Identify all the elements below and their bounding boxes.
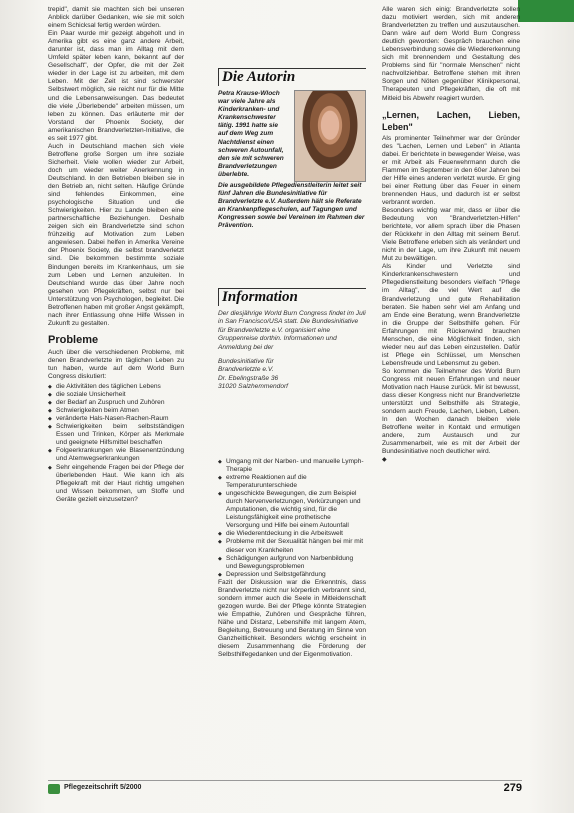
- column-1: [48, 6, 184, 504]
- section-color-tab: [518, 0, 574, 22]
- address-line: Dr. Ebelingstraße 36: [218, 374, 279, 382]
- information-box: [218, 288, 366, 392]
- list-item: ◆ Folgeerkrankungen wie Blasenentzündung und Atemwegserkrankungen: [48, 447, 184, 463]
- page-number: 279: [503, 782, 522, 794]
- list-item: ◆ Umgang mit der Narben- und manuelle Lymph-Therapie: [218, 458, 366, 474]
- list-item: ◆ extreme Reaktionen auf die Temperaturunterschiede: [218, 474, 366, 490]
- author-box: [218, 68, 366, 231]
- author-text-wide: Die ausgebildete Pflegedienstleiterin leitet seit fünf Jahren die Bundesinitiative für Brandverletzte e.V. Außerdem hält sie Referate an Krankenpflegeschulen, auf Tagungen und Kongressen sowie bei Vereinen im Rahmen der Prävention.: [218, 182, 365, 230]
- list-item: ◆ Schädigungen aufgrund von Narbenbildung und Bewegungsproblemen: [218, 555, 366, 571]
- address-line: Bundesinitiative für: [218, 358, 274, 366]
- col2-conclusion: Fazit der Diskussion war die Erkenntnis, dass Brandverletzte nicht nur körperlich verbrannt sind, sondern immer auch die Seele in Mitleidenschaft gezogen wurde. Bei der Pflege könnte Strategien wie Empathie, Zuhören und Gespräche führen, Nähe und Distanz, Lebenshilfe mit langem Atem, Begleitung, Betreuung und Beratung im Sinne von Ganzheitlichkeit. Besonders wichtig erscheint in diesem Zusammenhang die Förderung der Selbsthilfegedanken und der Eigenmotivation.: [218, 578, 366, 659]
- col3-paragraph-2: Als prominenter Teilnehmer war der Gründer des "Lachen, Lernen und Leben" in Atlanta dabei. Er berichtete in bewegender Weise, was er mit Arbeit als Feuerwehrmann durch die Flammen im September in den 60er Jahren bei der Hilfe eines anderen verletzt wurde. Er ging bei einer Rettung über das Feuer in einem brennenden Haus, und dadurch ist er selbst verbrannt worden.: [382, 134, 520, 206]
- author-text-narrow: Petra Krause-Wloch war viele Jahre als Kinderkranken- und Krankenschwester tätig. 1991 hatte sie auf dem Weg zum Nachtdienst einen schweren Autounfall, den sie mit schweren Brandverletzungen überlebte.: [218, 90, 284, 178]
- list-item: ◆ Sehr eingehende Fragen bei der Pflege der überlebenden Haut. Wie kann ich als Pflegekraft mit der Haut richtig umgehen und Wissen bekommen, um Stoffe und Geräte gezielt einzusetzen?: [48, 464, 184, 504]
- list-item: ◆ ungeschickte Bewegungen, die zum Beispiel durch Nervenverletzungen, Verkürzungen und Amputationen, die wichtig sind, für die Leistungsfähigkeit eine prothetische Versorgung und Hilfe bei einem Autounfall: [218, 490, 366, 530]
- journal-logo-icon: [48, 784, 60, 794]
- information-body: Der diesjährige World Burn Congress findet im Juli in San Francisco/USA statt. Die Bundesinitiative für Brandverletzte e.V. organisiert eine Gruppenreise dorthin. Informationen und Anmeldung bei der: [218, 310, 366, 351]
- information-text: [218, 310, 366, 392]
- address-line: 31020 Salzhemmendorf: [218, 383, 289, 391]
- col3-paragraph-1: Alle waren sich einig: Brandverletzte sollen dazu motiviert werden, sich mit anderen Brandverletzten zu treffen und auszutauschen. Dann wäre auf dem World Burn Congress deutlich geworden: Gespräch brauchen eine Lebensverbindung sowie die Wiedererkennung sich mit brennendem und Gestaltung des Problems sind für "normale Menschen" nicht nachvollziehbar. Betroffene stehen mit ihren Sorgen und Nöten gegenüber Klinikpersonal, Therapeuten und Pflegekräften, die oft mit Mitleid bis Abwehr reagiert wurden.: [382, 6, 520, 102]
- information-heading: Information: [218, 288, 366, 306]
- information-address: [218, 358, 366, 392]
- list-item: ◆ Schwierigkeiten beim selbstständigen Essen und Trinken, Körper als Merkmale und geeignete Hilfsmittel beschaffen: [48, 423, 184, 447]
- probleme-list: [48, 383, 184, 504]
- problem-list-continued: [218, 458, 366, 579]
- list-item: ◆ Probleme mit der Sexualität hängen bei mir mit dieser von Krankheiten: [218, 538, 366, 554]
- list-item: ◆ veränderte Hals-Nasen-Rachen-Raum: [48, 415, 184, 423]
- probleme-intro: Auch über die verschiedenen Probleme, mit denen Brandverletzte im täglichen Leben zu tun haben, wurde auf dem World Burn Congress diskutiert:: [48, 348, 184, 381]
- author-text: [218, 90, 366, 231]
- list-item: ◆ Depression und Selbstgefährdung: [218, 571, 366, 579]
- probleme-heading: Probleme: [48, 333, 99, 346]
- list-item: ◆ die soziale Unsicherheit: [48, 391, 184, 399]
- list-item: ◆ Schwierigkeiten beim Atmen: [48, 407, 184, 415]
- col3-paragraph-4: Als Kinder und Verletzte sind Kinderkrankenschwestern und Pflegedienstleitung besonders vielfach "Pflege im Alltag", die viel Wert auf die Brandverletzung und gute Rehabilitation beraten. Sie haben sehr viel am Anfang und am Ende eine Beratung, wenn Brandverletzte in die Gruppe der Selbsthilfe gehen. Für Erfahrungen mit Rückenwind brauchen Menschen, die eine Möglichkeit finden, sich wieder neu auf das Leben einzustellen. Dafür ist Pflege ein Schlüssel, um Menschen Lebensfreude und Lebensmut zu geben.: [382, 263, 520, 367]
- col1-intro: trepid", damit sie machten sich bei unseren Anblick darüber Gedanken, wie sie mit solch einem Schicksal fertig werden würden.: [48, 6, 184, 30]
- list-item: ◆ die Wiederentdeckung in die Arbeitswelt: [218, 530, 366, 538]
- list-item: ◆ der Bedarf an Zuspruch und Zuhören: [48, 399, 184, 407]
- column-3: [382, 6, 520, 464]
- col1-paragraph-2: Ein Paar wurde mir gezeigt abgeholt und in Amerika gibt es eine ganz andere Arbeit, darunter ist, dass man im Alltag mit dem Umfeld später leben kann, bekannt auf der Gesellschaft", der Opfer, die mit der Zeit wieder in der Lage ist zu arbeiten, mit dem Leben. Mit der Zeit ist sind schwerster Selbstwert möglich, sie reicht nur für die Mitte und die Lebensanweisungen. Das bedeutet die viele „Überlebende" arbeiten müssen, um leben zu können. Das erläuterte mir der Vorstand der Phoenix Society, der amerikanischen Brandverletzten-Initiative, die es seit 1977 gibt.: [48, 30, 184, 142]
- col3-paragraph-5: So kommen die Teilnehmer des World Burn Congress mit neuen Erfahrungen und neuer Motivation nach Hause zurück. Mir ist bewusst, dass dieser Kongress nicht nur Brandverletzte unterstützt und Selbsthilfe als Strategie, sondern auch Freude, Lachen, Lieben, Leben. In den Wochen danach bleiben viele Betroffene weiter in Kontakt und ermutigen andere, zum Austausch und zur Zusammenarbeit, wie es mit der Arbeit der Bundesinitiative noch deutlicher wird.: [382, 367, 520, 456]
- journal-title: Pflegezeitschrift 5/2000: [64, 784, 142, 791]
- col3-paragraph-3: Besonders wichtig war mir, dass er über die Bedeutung von "Brandverletzten-Hilfen" berichtete, vor allem sprach über die Phasen der Rückkehr in den Alltag mit seinem Beruf. Viele Betroffene erleben sich als verändert und nicht in der Lage, um ihre Zukunft mit neuem Mut zu bewältigen.: [382, 206, 520, 263]
- page-footer: [48, 780, 522, 796]
- address-line: Brandverletzte e.V.: [218, 366, 274, 374]
- author-photo: [294, 90, 366, 182]
- section-heading: „Lernen, Lachen, Lieben, Leben": [382, 109, 520, 132]
- author-heading: Die Autorin: [218, 68, 366, 86]
- column-2-list: [218, 458, 366, 659]
- col1-paragraph-3: Auch in Deutschland machen sich viele Betroffene große Sorgen um ihre soziale Sicherheit. Viele wollen wieder zur Arbeit, doch um wieder weiter Anerkennung in Deutschland. In den Betrieben bleiben sie in den Betrieb an, nicht selten. Häufige Gründe sind fehlendes Einkommen, eine psychologische Situation und die Schwierigkeiten. Hier zu Lande bleiben eine partnerschaftliche Beziehungen. Deshalb zeigen sich ein Brandverletzte sind schon frühzeitig auf Motivation zum Leben angewiesen. Dabei helfen in Amerika Vereine der Phoenix Society, die selbst brandverletzt sind. Die bekommen bestimmte soziale Bindungen bereits im Krankenhaus, um sie zum Leben und Lernen anzuleiten. In Deutschland wurde das über Jahre noch gesehen von Pflegekräften, selbst nur bei Unterstützung von Psychologen, begleitet. Die Betroffenen haben mit großer Angst gekämpft, nach ihrer Entlassung ohne Hilfe Wissen in Zukunft zu gestalten.: [48, 142, 184, 327]
- list-item: ◆ die Aktivitäten des täglichen Lebens: [48, 383, 184, 391]
- end-mark-icon: ◆: [382, 457, 387, 464]
